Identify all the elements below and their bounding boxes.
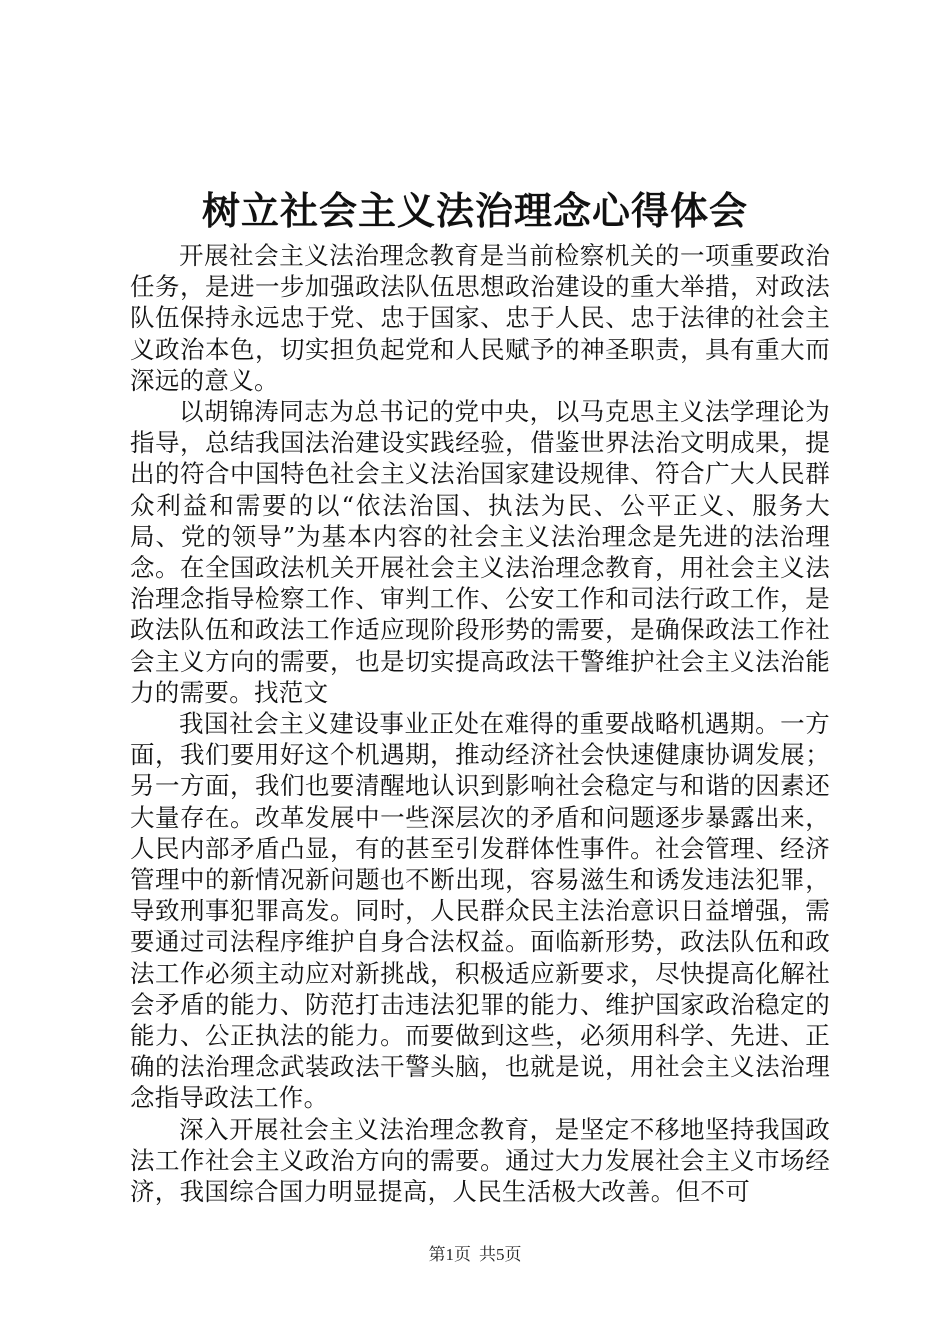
paragraph-1: 开展社会主义法治理念教育是当前检察机关的一项重要政治任务，是进一步加强政法队伍思想政治建设的重大举措，对政法队伍保持永远忠于党、忠于国家、忠于人民、忠于法律的社会主义政治本色，切实担负起党和人民赋予的神圣职责，具有重大而深远的意义。 [130,241,830,395]
page-total: 共5页 [479,1245,522,1264]
document-title: 树立社会主义法治理念心得体会 [201,188,748,233]
paragraph-2: 以胡锦涛同志为总书记的党中央，以马克思主义法学理论为指导，总结我国法治建设实践经验，借鉴世界法治文明成果，提出的符合中国特色社会主义法治国家建设规律、符合广大人民群众利益和需要的以“依法治国、执法为民、公平正义、服务大局、党的领导”为基本内容的社会主义法治理念是先进的法治理念。在全国政法机关开展社会主义法治理念教育，用社会主义法治理念指导检察工作、审判工作、公安工作和司法行政工作，是政法队伍和政法工作适应现阶段形势的需要，是确保政法工作社会主义方向的需要，也是切实提高政法干警维护社会主义法治能力的需要。找范文 [130,397,830,707]
paragraph-4: 深入开展社会主义法治理念教育，是坚定不移地坚持我国政法工作社会主义政治方向的需要。通过大力发展社会主义市场经济，我国综合国力明显提高，人民生活极大改善。但不可 [130,1114,830,1207]
document-body [130,240,830,1207]
page-number: 第1页 [428,1245,471,1264]
paragraph-3: 我国社会主义建设事业正处在难得的重要战略机遇期。一方面，我们要用好这个机遇期，推动经济社会快速健康协调发展；另一方面，我们也要清醒地认识到影响社会稳定与和谐的因素还大量存在。改革发展中一些深层次的矛盾和问题逐步暴露出来，人民内部矛盾凸显，有的甚至引发群体性事件。社会管理、经济管理中的新情况新问题也不断出现，容易滋生和诱发违法犯罪，导致刑事犯罪高发。同时，人民群众民主法治意识日益增强，需要通过司法程序维护自身合法权益。面临新形势，政法队伍和政法工作必须主动应对新挑战，积极适应新要求，尽快提高化解社会矛盾的能力、防范打击违法犯罪的能力、维护国家政治稳定的能力、公正执法的能力。而要做到这些，必须用科学、先进、正确的法治理念武装政法干警头脑，也就是说，用社会主义法治理念指导政法工作。 [130,709,830,1113]
page-footer [0,1244,950,1266]
